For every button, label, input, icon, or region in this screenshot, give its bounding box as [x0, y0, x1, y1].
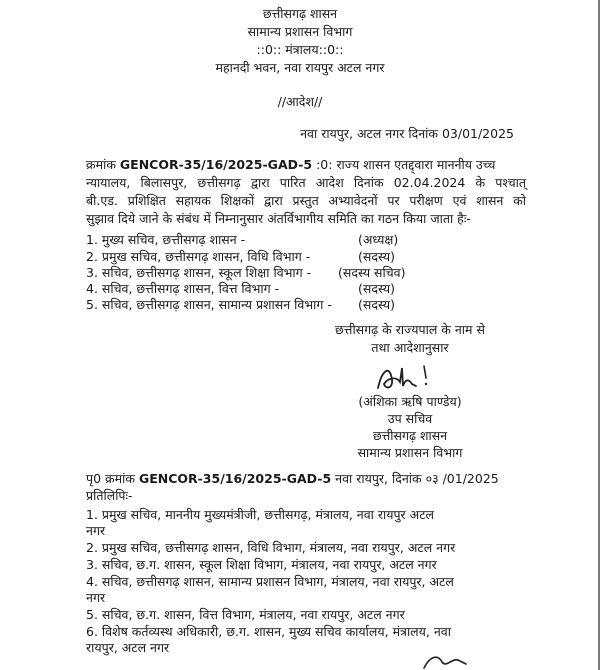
- committee-role-3: (सदस्य सचिव): [338, 265, 406, 280]
- header-mantralaya: ::0:: मंत्रालय::0::: [256, 42, 344, 57]
- committee-role-4: (सदस्य): [358, 281, 395, 296]
- committee-member-2: 2. प्रमुख सचिव, छत्तीसगढ़ शासन, विधि विभाग -: [86, 249, 311, 264]
- copy-item-5: 5. सचिव, छ.ग. शासन, वित्त विभाग, मंत्रालय, नवा रायपुर, अटल नगर: [86, 607, 405, 622]
- order-text-line-3: बी.एड. प्रशिक्षित सहायक शिक्षकों द्वारा प्रस्तुत अभ्यावेदनों पर परीक्षण एवं शासन को: [86, 193, 526, 208]
- pratilipi-label: प्रतिलिपिः-: [86, 488, 133, 503]
- committee-role-5: (सदस्य): [358, 297, 395, 312]
- authority-line-2: तथा आदेशानुसार: [371, 340, 449, 355]
- header-department: सामान्य प्रशासन विभाग: [247, 24, 353, 39]
- committee-member-3: 3. सचिव, छत्तीसगढ़ शासन, स्कूल शिक्षा विभाग -: [86, 265, 312, 280]
- order-text-line-1: :0: राज्य शासन एतद्द्वारा माननीय उच्च: [316, 157, 496, 172]
- committee-role-2: (सदस्य): [358, 249, 395, 264]
- order-kramank-label: क्रमांक: [86, 157, 116, 172]
- date-line: नवा रायपुर, अटल नगर दिनांक 03/01/2025: [300, 126, 514, 141]
- committee-role-1: (अध्यक्ष): [358, 232, 399, 247]
- signatory-name: (अंशिका ऋषि पाण्डेय): [358, 394, 462, 409]
- order-text-line-2: न्यायालय, बिलासपुर, छत्तीसगढ़ द्वारा पारित आदेश दिनांक 02.04.2024 के पश्चात्: [86, 175, 526, 190]
- endorsement-number: GENCOR-35/16/2025-GAD-5: [138, 471, 332, 486]
- order-number: GENCOR-35/16/2025-GAD-5: [119, 157, 313, 172]
- endorsement-place-date: नवा रायपुर, दिनांक ०३ /01/2025: [335, 471, 499, 486]
- bottom-signature-mark: [420, 650, 470, 670]
- committee-member-5: 5. सचिव, छत्तीसगढ़ शासन, सामान्य प्रशासन विभाग -: [86, 297, 332, 312]
- copy-item-3: 3. सचिव, छ.ग. शासन, स्कूल शिक्षा विभाग, मंत्रालय, नवा रायपुर, अटल नगर: [86, 557, 437, 572]
- signatory-designation: उप सचिव: [387, 411, 433, 426]
- order-text-line-4: सुझाव दिये जाने के संबंध में निम्नानुसार अंतर्विभागीय समिति का गठन किया जाता हैः-: [86, 211, 471, 226]
- committee-member-1: 1. मुख्य सचिव, छत्तीसगढ़ शासन -: [86, 232, 246, 247]
- committee-member-4: 4. सचिव, छत्तीसगढ़ शासन, वित्त विभाग -: [86, 281, 280, 296]
- copy-item-6: 6. विशेष कर्तव्यस्थ अधिकारी, छ.ग. शासन, मुख्य सचिव कार्यालय, मंत्रालय, नवा: [86, 624, 451, 639]
- copy-item-4: 4. सचिव, छत्तीसगढ़ शासन, सामान्य प्रशासन विभाग, मंत्रालय, नवा रायपुर, अटल: [86, 574, 454, 589]
- copy-item-2: 2. प्रमुख सचिव, छत्तीसगढ़ शासन, विधि विभाग, मंत्रालय, नवा रायपुर, अटल नगर: [86, 540, 456, 555]
- order-first-line: [86, 157, 526, 173]
- signatory-govt: छत्तीसगढ़ शासन: [372, 428, 448, 443]
- document-title: //आदेश//: [277, 94, 323, 109]
- header-address: महानदी भवन, नवा रायपुर अटल नगर: [215, 60, 385, 75]
- copy-item-1-cont: नगर: [86, 523, 106, 538]
- authority-line-1: छत्तीसगढ़ के राज्यपाल के नाम से: [335, 322, 485, 337]
- copy-item-6-cont: रायपुर, अटल नगर: [86, 640, 170, 655]
- copy-item-1: 1. प्रमुख सचिव, माननीय मुख्यमंत्रीजी, छत्तीसगढ़, मंत्रालय, नवा रायपुर अटल: [86, 507, 434, 522]
- header-govt: छत्तीसगढ़ शासन: [262, 6, 338, 21]
- endorsement-kramank-label: पृ0 क्रमांक: [86, 471, 135, 486]
- signatory-dept: सामान्य प्रशासन विभाग: [357, 445, 463, 460]
- signature-mark: [372, 360, 442, 396]
- copy-item-4-cont: नगर: [86, 590, 106, 605]
- endorsement-line: [86, 471, 499, 487]
